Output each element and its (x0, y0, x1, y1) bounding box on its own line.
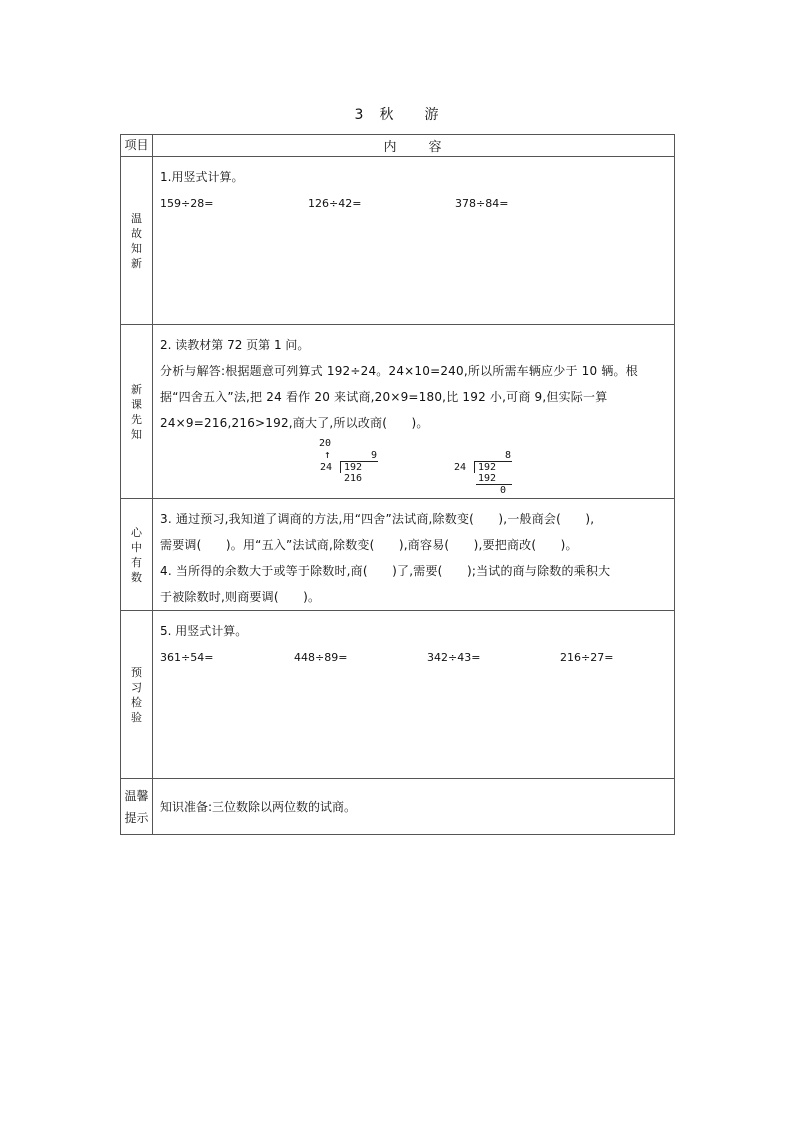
analysis-line: 分析与解答:根据题意可列算式 192÷24。24×10=240,所以所需车辆应少于 10 辆。根 (160, 364, 638, 378)
problem-item: 378÷84= (455, 197, 509, 210)
tip-text: 知识准备:三位数除以两位数的试商。 (160, 799, 357, 814)
division-b-divisor: 24 (454, 462, 467, 473)
division-a-product: 216 (344, 473, 363, 484)
preview-label-char: 课 (131, 397, 142, 411)
problem-item: 159÷28= (160, 197, 214, 210)
preview-label-char: 知 (131, 427, 142, 441)
division-a-divisor: 24 (320, 462, 333, 473)
tip-label (121, 779, 153, 835)
review-label-char: 新 (131, 256, 142, 270)
review-label-char: 温 (131, 211, 142, 225)
review-label-char: 知 (131, 241, 142, 255)
preview-label-char: 新 (131, 382, 142, 396)
tip-row (121, 779, 675, 835)
mind-line: 于被除数时,则商要调( )。 (160, 590, 321, 604)
review-problems (160, 191, 668, 217)
review-label (121, 157, 153, 325)
arrow-up-icon: ↑ (324, 448, 331, 461)
long-division-diagrams (160, 438, 668, 494)
check-row (121, 611, 675, 779)
header-row (121, 135, 675, 157)
check-prompt: 5. 用竖式计算。 (160, 624, 248, 638)
mind-label-char: 数 (131, 570, 142, 584)
division-b-quotient: 8 (505, 450, 512, 461)
division-a-dividend: 192 (344, 462, 363, 473)
problem-item: 126÷42= (308, 197, 362, 210)
check-label-char: 习 (131, 680, 142, 694)
mind-line: 需要调( )。用“五入”法试商,除数变( ),商容易( ),要把商改( )。 (160, 538, 578, 552)
analysis-line: 24×9=216,216>192,商大了,所以改商( )。 (160, 416, 429, 430)
mind-row (121, 499, 675, 611)
division-b-dividend: 192 (478, 462, 497, 473)
preview-content (153, 325, 675, 499)
problem-item: 448÷89= (294, 651, 348, 664)
tip-label-line: 温馨 (124, 788, 149, 803)
problem-item: 361÷54= (160, 651, 214, 664)
division-b-bracket (474, 461, 475, 473)
division-b-subtraction-line (476, 484, 512, 485)
mind-line: 3. 通过预习,我知道了调商的方法,用“四舍”法试商,除数变( ),一般商会( ), (160, 512, 595, 526)
check-label-char: 验 (131, 710, 142, 724)
preview-label-char: 先 (131, 412, 142, 426)
division-a-quotient: 9 (371, 450, 378, 461)
item-header: 项目 (121, 135, 153, 157)
mind-label-char: 有 (131, 555, 142, 569)
worksheet-table (120, 134, 675, 835)
problem-item: 342÷43= (427, 651, 481, 664)
mind-line: 4. 当所得的余数大于或等于除数时,商( )了,需要( );当试的商与除数的乘积大 (160, 564, 611, 578)
check-problems (160, 645, 668, 671)
check-content (153, 611, 675, 779)
review-prompt: 1.用竖式计算。 (160, 170, 244, 184)
check-label-char: 预 (131, 665, 142, 679)
division-a-estimate: 20 (319, 438, 332, 449)
content-header: 内 容 (153, 135, 675, 157)
check-label (121, 611, 153, 779)
mind-label-char: 心 (131, 525, 142, 539)
mind-content (153, 499, 675, 611)
review-content (153, 157, 675, 325)
page-title: 3 秋 游 (354, 107, 440, 123)
mind-label-char: 中 (131, 540, 142, 554)
check-label-char: 检 (131, 695, 142, 709)
analysis-line: 据“四舍五入”法,把 24 看作 20 来试商,20×9=180,比 192 小,可商 9,但实际一算 (160, 390, 608, 404)
review-label-char: 故 (131, 226, 142, 240)
tip-content (153, 779, 675, 835)
division-b-remainder: 0 (500, 485, 507, 496)
preview-label (121, 325, 153, 499)
division-b-product: 192 (478, 473, 497, 484)
review-row (121, 157, 675, 325)
preview-row (121, 325, 675, 499)
mind-label (121, 499, 153, 611)
preview-prompt: 2. 读教材第 72 页第 1 问。 (160, 338, 310, 352)
problem-item: 216÷27= (560, 651, 614, 664)
division-a-bracket (340, 461, 341, 473)
tip-label-line: 提示 (124, 810, 149, 825)
